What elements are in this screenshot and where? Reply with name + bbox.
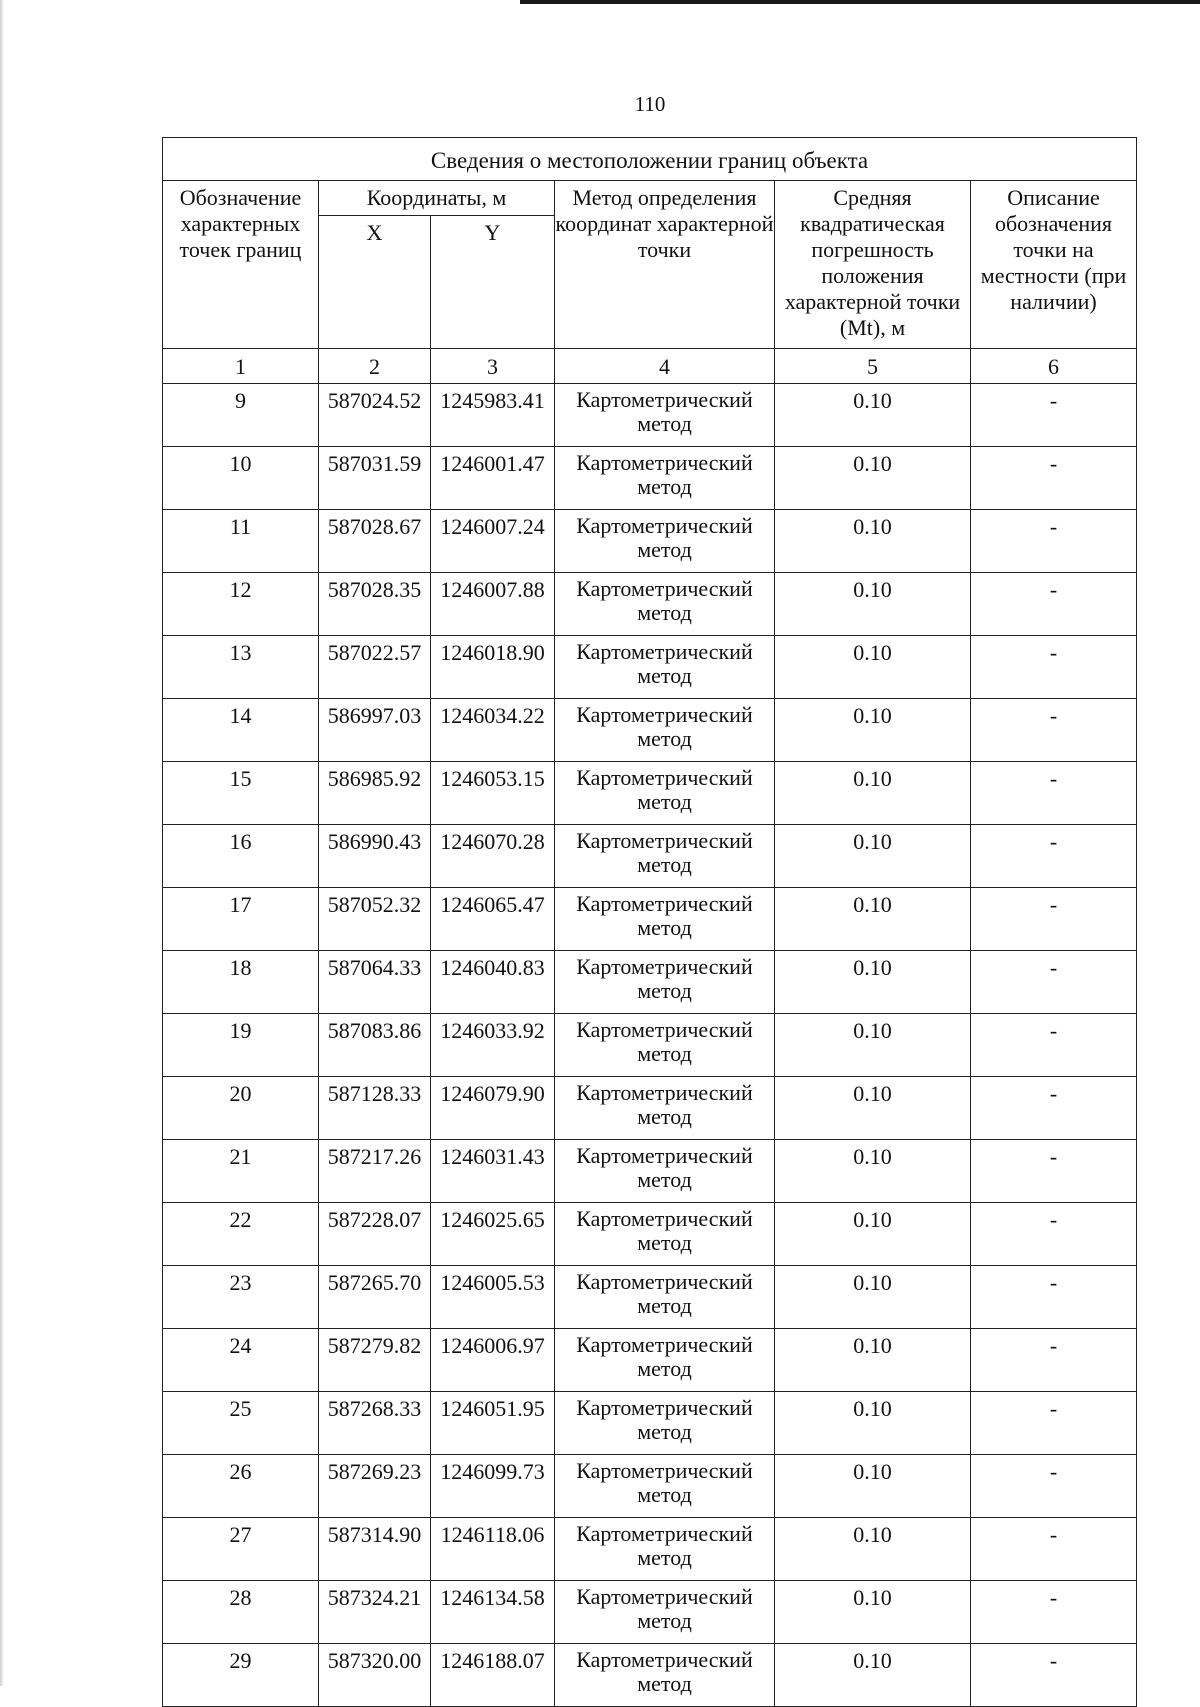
coordinate-y-cell: 1246118.06	[431, 1518, 555, 1581]
table-row	[163, 1140, 1137, 1203]
coordinate-x-cell: 587314.90	[319, 1518, 431, 1581]
coordinate-y-cell: 1246053.15	[431, 762, 555, 825]
method-cell: Картометрический метод	[555, 384, 775, 447]
method-cell: Картометрический метод	[555, 951, 775, 1014]
coordinate-x-cell: 587064.33	[319, 951, 431, 1014]
point-designation-cell: 18	[163, 951, 319, 1014]
coordinate-x-cell: 587228.07	[319, 1203, 431, 1266]
coordinate-y-cell: 1246188.07	[431, 1644, 555, 1707]
method-cell: Картометрический метод	[555, 825, 775, 888]
accuracy-cell: 0.10	[775, 762, 971, 825]
table-row	[163, 573, 1137, 636]
point-designation-cell: 21	[163, 1140, 319, 1203]
accuracy-cell: 0.10	[775, 699, 971, 762]
description-cell: -	[971, 1203, 1137, 1266]
description-cell: -	[971, 1392, 1137, 1455]
coordinate-x-cell: 587022.57	[319, 636, 431, 699]
table-row	[163, 1203, 1137, 1266]
point-designation-cell: 23	[163, 1266, 319, 1329]
point-designation-cell: 16	[163, 825, 319, 888]
description-cell: -	[971, 699, 1137, 762]
table-row	[163, 825, 1137, 888]
header-point-designation: Обозначение характерных точек границ	[163, 181, 319, 349]
coordinate-y-cell: 1246070.28	[431, 825, 555, 888]
coordinate-x-cell: 586997.03	[319, 699, 431, 762]
description-cell: -	[971, 888, 1137, 951]
table-row	[163, 762, 1137, 825]
column-number: 4	[555, 349, 775, 384]
table-row	[163, 699, 1137, 762]
table-row	[163, 1392, 1137, 1455]
page-number: 110	[634, 92, 666, 116]
description-cell: -	[971, 1644, 1137, 1707]
point-designation-cell: 24	[163, 1329, 319, 1392]
coordinate-x-cell: 587031.59	[319, 447, 431, 510]
accuracy-cell: 0.10	[775, 1266, 971, 1329]
accuracy-cell: 0.10	[775, 1644, 971, 1707]
table-row	[163, 951, 1137, 1014]
point-designation-cell: 22	[163, 1203, 319, 1266]
coordinate-y-cell: 1246007.88	[431, 573, 555, 636]
accuracy-cell: 0.10	[775, 573, 971, 636]
method-cell: Картометрический метод	[555, 888, 775, 951]
method-cell: Картометрический метод	[555, 1077, 775, 1140]
coordinate-y-cell: 1246001.47	[431, 447, 555, 510]
method-cell: Картометрический метод	[555, 762, 775, 825]
accuracy-cell: 0.10	[775, 1203, 971, 1266]
method-cell: Картометрический метод	[555, 1329, 775, 1392]
accuracy-cell: 0.10	[775, 636, 971, 699]
coordinate-y-cell: 1245983.41	[431, 384, 555, 447]
header-y: Y	[431, 216, 555, 349]
header-description: Описание обозначения точки на местности (при наличии)	[971, 181, 1137, 349]
table-row	[163, 1014, 1137, 1077]
coordinate-y-cell: 1246099.73	[431, 1455, 555, 1518]
accuracy-cell: 0.10	[775, 1077, 971, 1140]
coordinate-x-cell: 587268.33	[319, 1392, 431, 1455]
coordinate-y-cell: 1246079.90	[431, 1077, 555, 1140]
accuracy-cell: 0.10	[775, 951, 971, 1014]
point-designation-cell: 28	[163, 1581, 319, 1644]
point-designation-cell: 26	[163, 1455, 319, 1518]
coordinate-y-cell: 1246018.90	[431, 636, 555, 699]
method-cell: Картометрический метод	[555, 1266, 775, 1329]
table-row	[163, 1266, 1137, 1329]
accuracy-cell: 0.10	[775, 1392, 971, 1455]
point-designation-cell: 25	[163, 1392, 319, 1455]
coordinate-y-cell: 1246040.83	[431, 951, 555, 1014]
method-cell: Картометрический метод	[555, 1014, 775, 1077]
coordinate-x-cell: 587320.00	[319, 1644, 431, 1707]
coordinate-y-cell: 1246034.22	[431, 699, 555, 762]
coordinate-y-cell: 1246005.53	[431, 1266, 555, 1329]
description-cell: -	[971, 573, 1137, 636]
coordinate-x-cell: 587024.52	[319, 384, 431, 447]
coordinate-y-cell: 1246025.65	[431, 1203, 555, 1266]
table-row	[163, 510, 1137, 573]
table-row	[163, 1077, 1137, 1140]
coordinate-y-cell: 1246065.47	[431, 888, 555, 951]
column-number: 5	[775, 349, 971, 384]
table-row	[163, 1644, 1137, 1707]
coordinate-y-cell: 1246134.58	[431, 1581, 555, 1644]
description-cell: -	[971, 447, 1137, 510]
point-designation-cell: 13	[163, 636, 319, 699]
coordinate-x-cell: 587028.35	[319, 573, 431, 636]
point-designation-cell: 11	[163, 510, 319, 573]
method-cell: Картометрический метод	[555, 1581, 775, 1644]
table-row	[163, 1455, 1137, 1518]
description-cell: -	[971, 636, 1137, 699]
description-cell: -	[971, 1518, 1137, 1581]
coordinate-y-cell: 1246051.95	[431, 1392, 555, 1455]
table-row	[163, 384, 1137, 447]
accuracy-cell: 0.10	[775, 888, 971, 951]
description-cell: -	[971, 1455, 1137, 1518]
header-x: X	[319, 216, 431, 349]
coordinate-y-cell: 1246033.92	[431, 1014, 555, 1077]
description-cell: -	[971, 762, 1137, 825]
point-designation-cell: 27	[163, 1518, 319, 1581]
table-row	[163, 1518, 1137, 1581]
coordinate-x-cell: 586985.92	[319, 762, 431, 825]
table-row	[163, 1329, 1137, 1392]
point-designation-cell: 10	[163, 447, 319, 510]
header-coordinates: Координаты, м	[319, 181, 555, 216]
coordinate-x-cell: 587269.23	[319, 1455, 431, 1518]
point-designation-cell: 19	[163, 1014, 319, 1077]
accuracy-cell: 0.10	[775, 1140, 971, 1203]
point-designation-cell: 14	[163, 699, 319, 762]
description-cell: -	[971, 1077, 1137, 1140]
coordinate-x-cell: 587324.21	[319, 1581, 431, 1644]
accuracy-cell: 0.10	[775, 825, 971, 888]
description-cell: -	[971, 510, 1137, 573]
coordinate-x-cell: 587028.67	[319, 510, 431, 573]
top-rule	[520, 0, 1200, 4]
description-cell: -	[971, 1266, 1137, 1329]
coordinate-y-cell: 1246031.43	[431, 1140, 555, 1203]
table-row	[163, 1581, 1137, 1644]
column-number: 3	[431, 349, 555, 384]
description-cell: -	[971, 1014, 1137, 1077]
boundary-points-table	[162, 137, 1137, 1707]
accuracy-cell: 0.10	[775, 1581, 971, 1644]
coordinate-x-cell: 587265.70	[319, 1266, 431, 1329]
method-cell: Картометрический метод	[555, 1455, 775, 1518]
point-designation-cell: 20	[163, 1077, 319, 1140]
description-cell: -	[971, 1329, 1137, 1392]
point-designation-cell: 12	[163, 573, 319, 636]
scan-edge	[0, 0, 4, 1686]
method-cell: Картометрический метод	[555, 1203, 775, 1266]
table-row	[163, 888, 1137, 951]
header-method: Метод определения координат характерной точки	[555, 181, 775, 349]
coordinate-x-cell: 586990.43	[319, 825, 431, 888]
accuracy-cell: 0.10	[775, 510, 971, 573]
accuracy-cell: 0.10	[775, 1329, 971, 1392]
accuracy-cell: 0.10	[775, 1518, 971, 1581]
table-caption: Сведения о местоположении границ объекта	[163, 138, 1137, 181]
method-cell: Картометрический метод	[555, 510, 775, 573]
accuracy-cell: 0.10	[775, 384, 971, 447]
description-cell: -	[971, 1581, 1137, 1644]
coordinate-y-cell: 1246007.24	[431, 510, 555, 573]
boundary-table-sheet	[162, 137, 1137, 1707]
coordinate-x-cell: 587083.86	[319, 1014, 431, 1077]
method-cell: Картометрический метод	[555, 636, 775, 699]
accuracy-cell: 0.10	[775, 1014, 971, 1077]
column-number-row	[163, 349, 1137, 384]
method-cell: Картометрический метод	[555, 1392, 775, 1455]
description-cell: -	[971, 825, 1137, 888]
column-number: 1	[163, 349, 319, 384]
point-designation-cell: 9	[163, 384, 319, 447]
coordinate-y-cell: 1246006.97	[431, 1329, 555, 1392]
column-number: 2	[319, 349, 431, 384]
description-cell: -	[971, 951, 1137, 1014]
accuracy-cell: 0.10	[775, 447, 971, 510]
point-designation-cell: 15	[163, 762, 319, 825]
point-rows	[163, 384, 1137, 1707]
method-cell: Картометрический метод	[555, 573, 775, 636]
description-cell: -	[971, 1140, 1137, 1203]
method-cell: Картометрический метод	[555, 447, 775, 510]
method-cell: Картометрический метод	[555, 1518, 775, 1581]
point-designation-cell: 29	[163, 1644, 319, 1707]
method-cell: Картометрический метод	[555, 1644, 775, 1707]
coordinate-x-cell: 587217.26	[319, 1140, 431, 1203]
coordinate-x-cell: 587279.82	[319, 1329, 431, 1392]
table-row	[163, 636, 1137, 699]
method-cell: Картометрический метод	[555, 699, 775, 762]
description-cell: -	[971, 384, 1137, 447]
header-accuracy: Средняя квадратическая погрешность положения характерной точки (Mt), м	[775, 181, 971, 349]
point-designation-cell: 17	[163, 888, 319, 951]
column-number: 6	[971, 349, 1137, 384]
method-cell: Картометрический метод	[555, 1140, 775, 1203]
accuracy-cell: 0.10	[775, 1455, 971, 1518]
coordinate-x-cell: 587052.32	[319, 888, 431, 951]
coordinate-x-cell: 587128.33	[319, 1077, 431, 1140]
table-row	[163, 447, 1137, 510]
